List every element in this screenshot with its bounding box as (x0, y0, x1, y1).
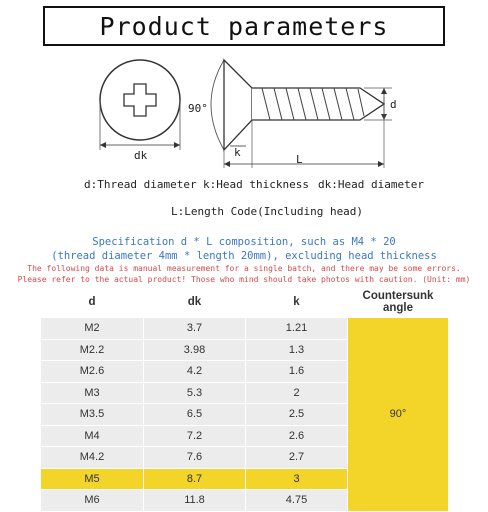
spec-note-1: The following data is manual measurement for a single batch, and there may be some errors. (27, 264, 461, 273)
spec-line-2: (thread diameter 4mm * length 20mm), excluding head thickness (51, 250, 437, 262)
dk-dimension-label: dk (134, 149, 148, 162)
cell-k: 2.7 (246, 447, 348, 469)
cell-dk: 7.2 (144, 425, 246, 447)
header-d: d (41, 287, 144, 318)
cell-k: 4.75 (246, 490, 348, 512)
cell-countersunk-angle: 90° (348, 318, 449, 512)
cell-k: 2.5 (246, 404, 348, 426)
cell-dk: 3.98 (144, 339, 246, 361)
header-countersunk-angle: Countersunk angle (348, 287, 449, 318)
header-k: k (246, 287, 348, 318)
cell-dk: 5.3 (144, 382, 246, 404)
spec-line-1: Specification d * L composition, such as M4 * 20 (92, 236, 396, 248)
table-header-row (41, 287, 449, 318)
cell-dk: 6.5 (144, 404, 246, 426)
angle-label: 90° (188, 102, 208, 115)
cell-d: M4 (41, 425, 144, 447)
legend-k: k:Head thickness (203, 178, 309, 191)
cell-d: M2 (41, 318, 144, 340)
cell-d: M6 (41, 490, 144, 512)
cell-dk: 8.7 (144, 468, 246, 490)
d-dimension-label: d (390, 98, 397, 111)
cell-d: M3.5 (41, 404, 144, 426)
cell-k: 2 (246, 382, 348, 404)
cell-k: 1.3 (246, 339, 348, 361)
legend-l: L:Length Code(Including head) (171, 205, 364, 218)
cell-dk: 7.6 (144, 447, 246, 469)
l-dimension-label: L (296, 153, 303, 166)
cell-dk: 3.7 (144, 318, 246, 340)
cell-d: M5 (41, 468, 144, 490)
parameters-table (40, 286, 449, 512)
table-row (41, 318, 449, 340)
legend-d: d:Thread diameter (84, 178, 197, 191)
cell-d: M3 (41, 382, 144, 404)
cell-k: 2.6 (246, 425, 348, 447)
cell-k: 1.6 (246, 361, 348, 383)
cell-k: 1.21 (246, 318, 348, 340)
cell-k: 3 (246, 468, 348, 490)
cell-d: M2.2 (41, 339, 144, 361)
legend-dk: dk:Head diameter (318, 178, 424, 191)
cell-d: M4.2 (41, 447, 144, 469)
k-dimension-label: k (234, 146, 241, 159)
page-title: Product parameters (99, 11, 389, 41)
cell-dk: 4.2 (144, 361, 246, 383)
cell-d: M2.6 (41, 361, 144, 383)
cell-dk: 11.8 (144, 490, 246, 512)
spec-note-2: Please refer to the actual product! Those who mind should take photos with caution. (Unit: mm) (17, 275, 471, 284)
screw-head-top-view (100, 60, 180, 150)
header-dk: dk (144, 287, 246, 318)
